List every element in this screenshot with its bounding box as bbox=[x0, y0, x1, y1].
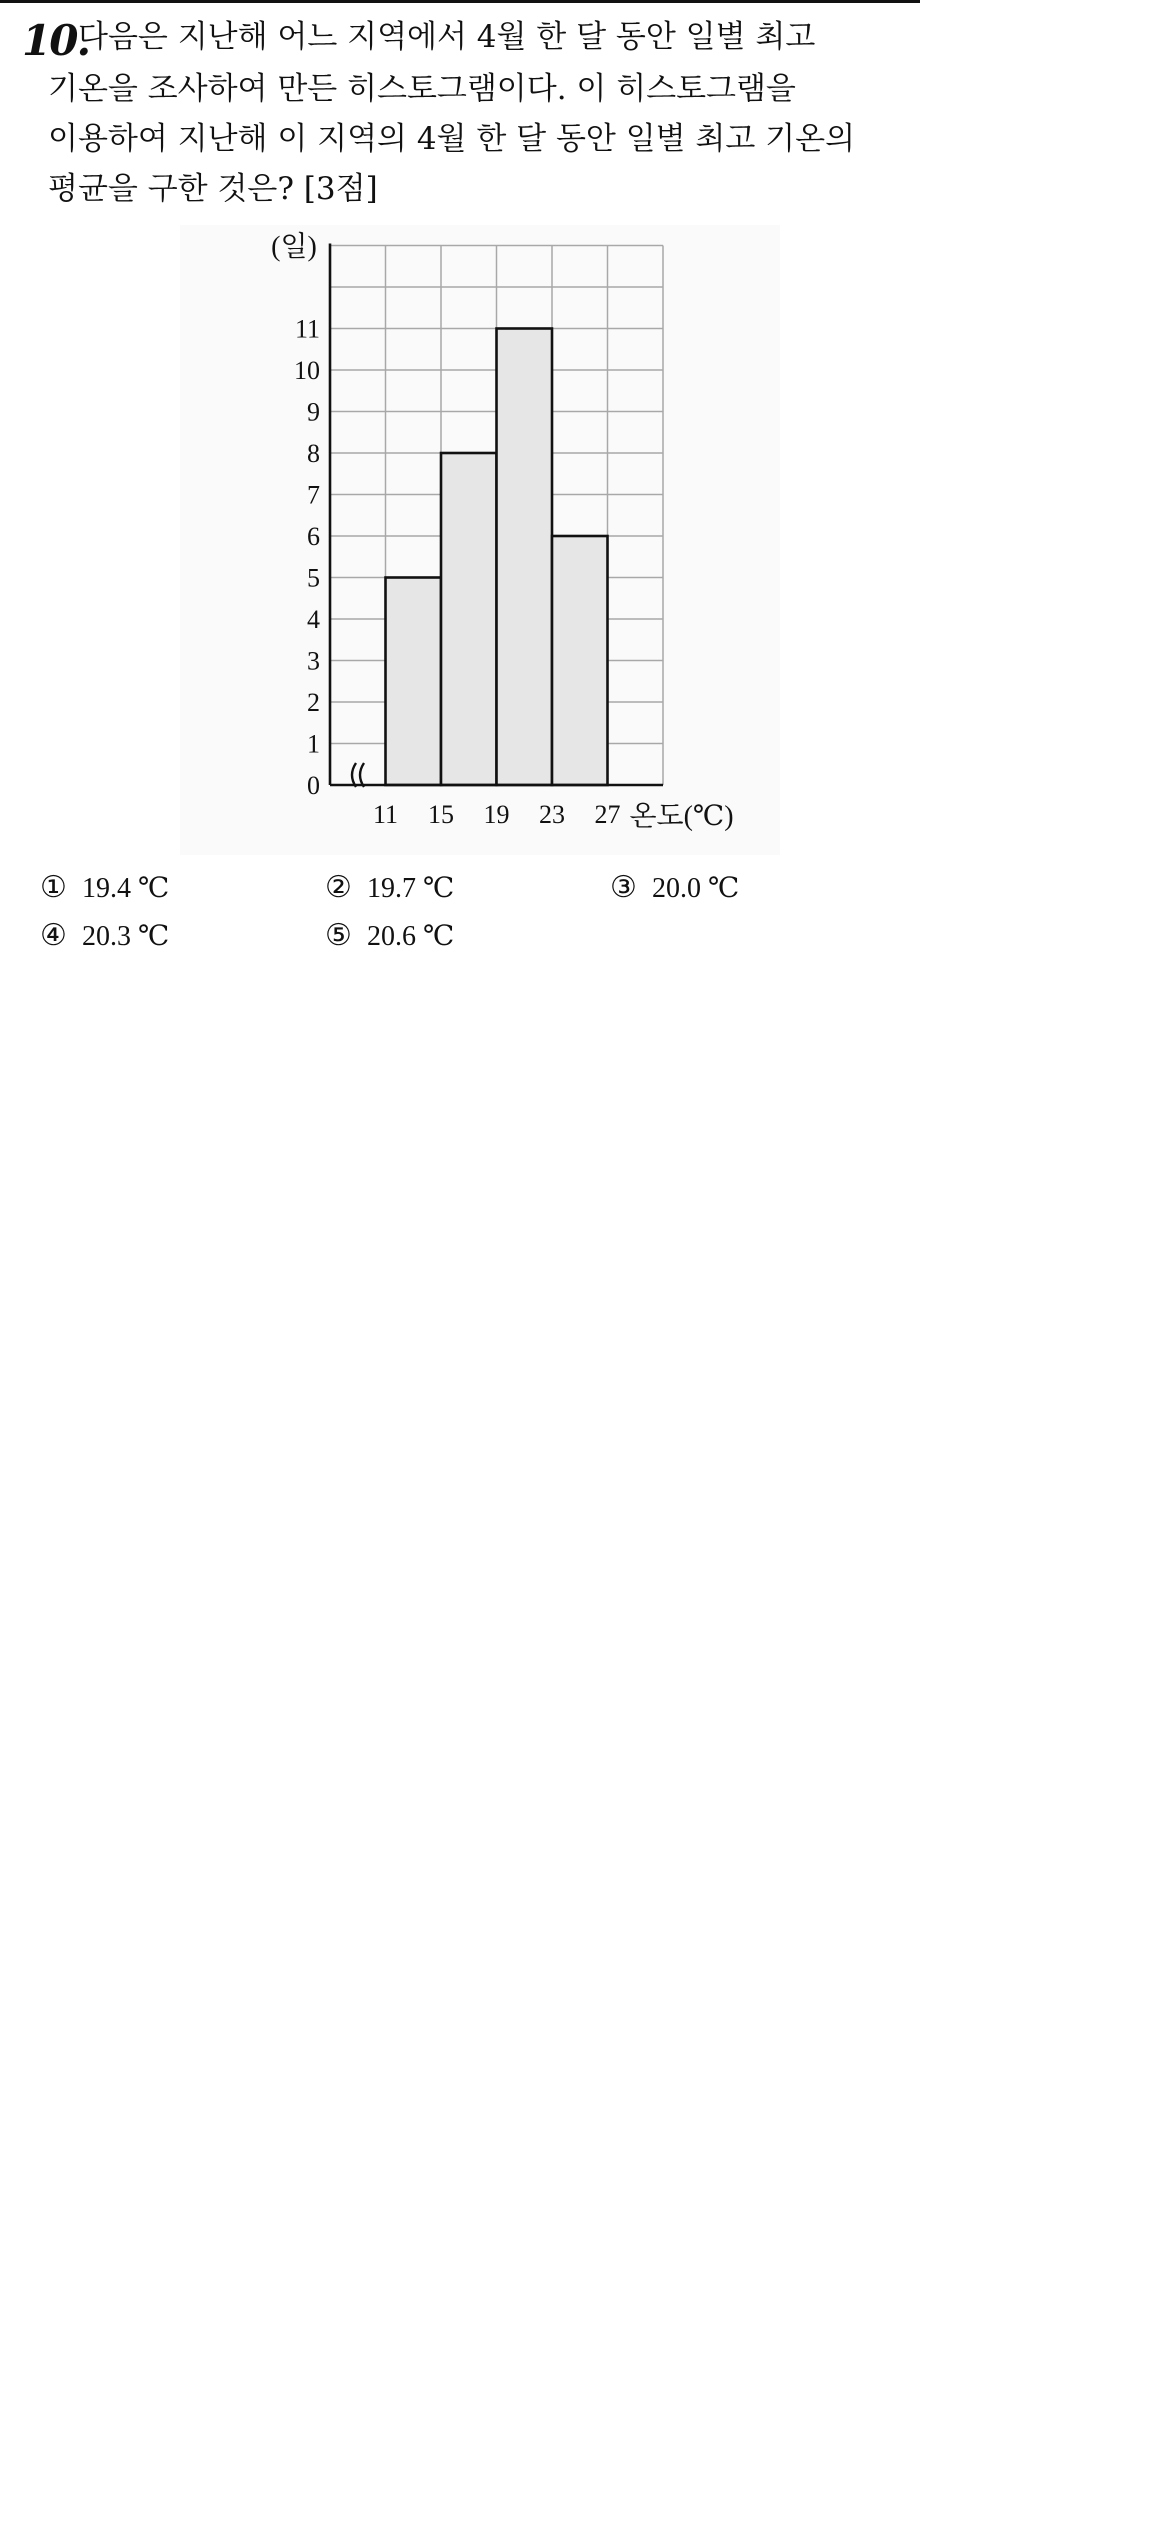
histogram-svg bbox=[180, 225, 780, 855]
choice-3[interactable]: ③ 20.0 ℃ bbox=[610, 870, 740, 905]
y-tick-label: 9 bbox=[307, 397, 320, 427]
choice-4[interactable]: ④ 20.3 ℃ bbox=[40, 918, 170, 953]
y-tick-label: 10 bbox=[294, 356, 320, 385]
histogram-bar bbox=[441, 453, 497, 785]
x-axis-title: 온도(℃) bbox=[629, 801, 734, 832]
histogram-bar bbox=[386, 578, 442, 786]
y-tick-label: 7 bbox=[307, 480, 320, 510]
question-line-1: 다음은 지난해 어느 지역에서 4월 한 달 동안 일별 최고 bbox=[78, 19, 816, 55]
choice-5[interactable]: ⑤ 20.6 ℃ bbox=[325, 918, 455, 953]
y-tick-label: 5 bbox=[307, 563, 320, 593]
choice-3-text: 20.0 ℃ bbox=[652, 873, 740, 904]
histogram-bar bbox=[552, 536, 608, 785]
y-tick-label: 11 bbox=[294, 314, 320, 344]
choice-1[interactable]: ① 19.4 ℃ bbox=[40, 870, 170, 905]
question-number: 10. bbox=[22, 16, 90, 65]
x-tick-label: 27 bbox=[594, 800, 621, 829]
y-tick-label: 2 bbox=[307, 688, 320, 717]
question-line-2: 기온을 조사하여 만든 히스토그램이다. 이 히스토그램을 bbox=[48, 71, 796, 107]
choice-2[interactable]: ② 19.7 ℃ bbox=[325, 870, 455, 905]
y-tick-label: 3 bbox=[307, 646, 320, 676]
x-tick-label: 15 bbox=[428, 800, 454, 829]
choice-1-text: 19.4 ℃ bbox=[82, 873, 170, 904]
x-tick-label: 19 bbox=[483, 800, 510, 829]
histogram-bar bbox=[497, 329, 553, 786]
axis-break-mark bbox=[352, 763, 364, 787]
x-tick-label: 23 bbox=[539, 800, 565, 829]
y-tick-label: 4 bbox=[307, 605, 320, 634]
top-rule bbox=[0, 0, 920, 3]
question-line-3: 이용하여 지난해 이 지역의 4월 한 달 동안 일별 최고 기온의 bbox=[48, 121, 856, 157]
x-tick-label: 11 bbox=[372, 800, 399, 829]
question-line-4: 평균을 구한 것은? [3점] bbox=[48, 171, 378, 207]
choice-5-text: 20.6 ℃ bbox=[367, 921, 455, 952]
y-tick-label: 0 bbox=[307, 771, 320, 800]
y-axis-unit: (일) bbox=[271, 231, 317, 263]
histogram-chart bbox=[180, 225, 780, 855]
choice-4-text: 20.3 ℃ bbox=[82, 921, 170, 952]
y-tick-label: 8 bbox=[307, 439, 320, 468]
y-tick-label: 1 bbox=[307, 729, 320, 759]
y-tick-label: 6 bbox=[307, 522, 320, 551]
choice-2-text: 19.7 ℃ bbox=[367, 873, 455, 904]
